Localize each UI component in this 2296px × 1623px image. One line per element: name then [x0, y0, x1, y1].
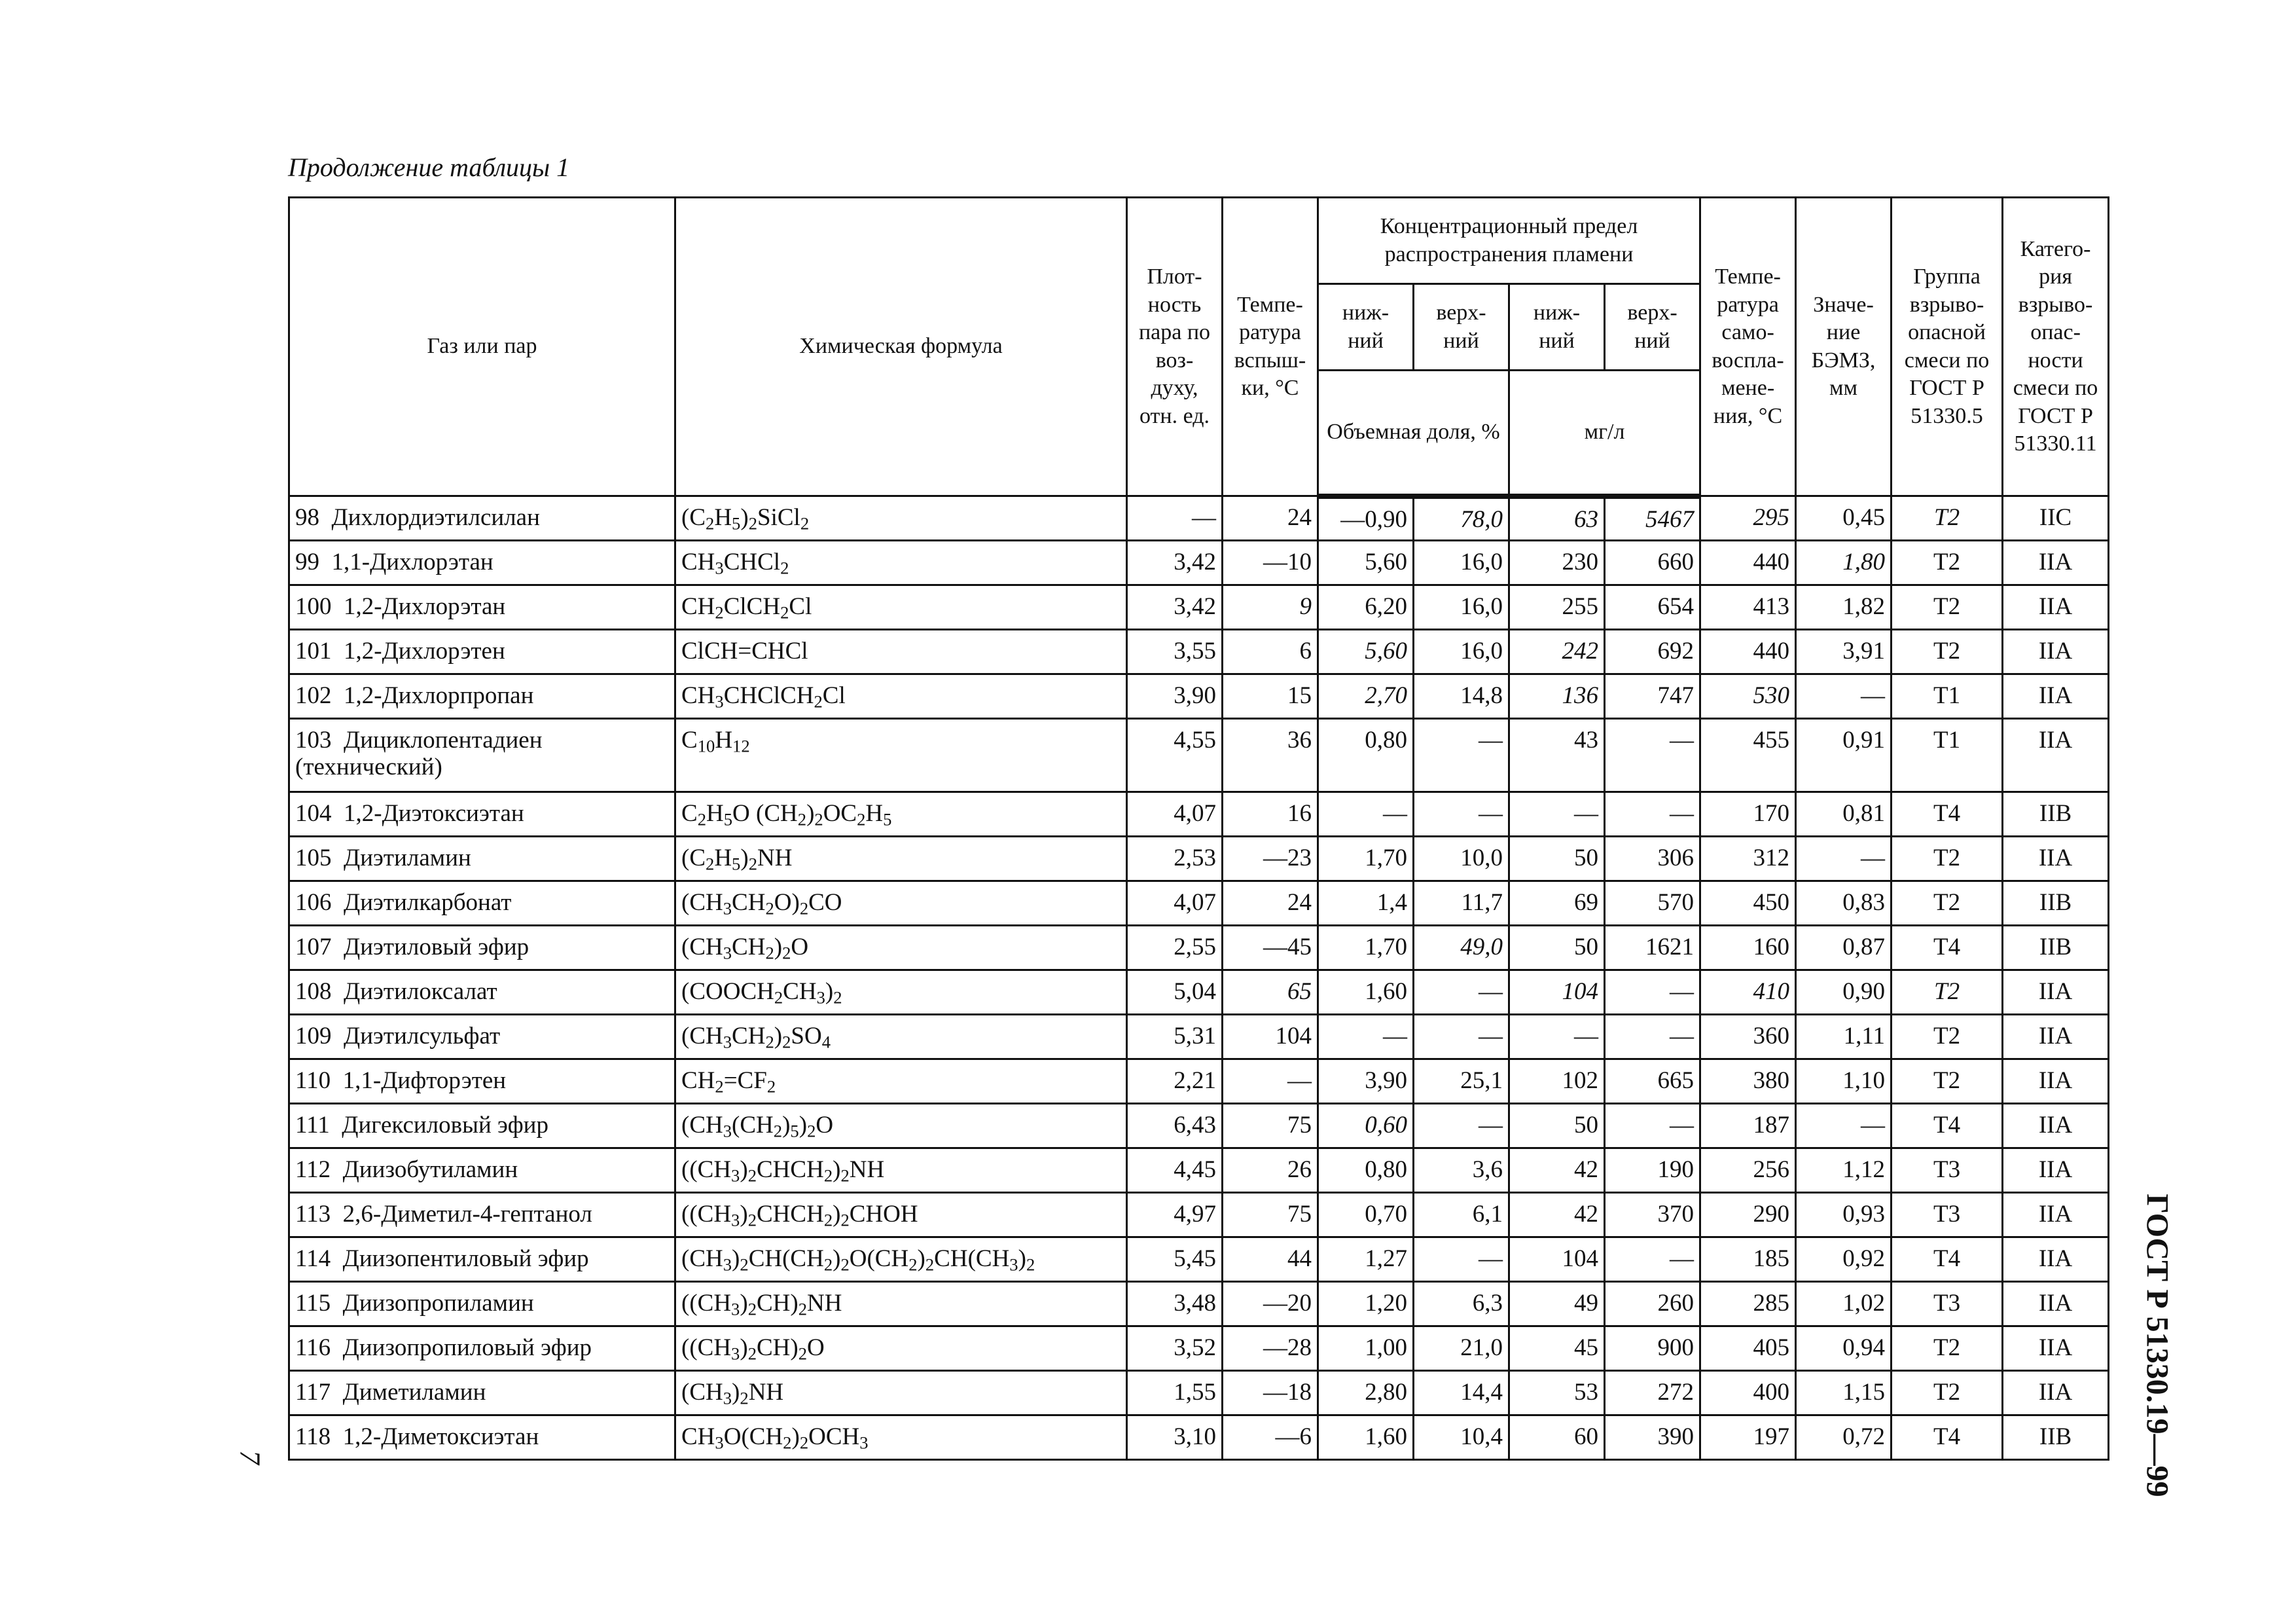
formula-cell: $(CH_3)_2NH$: [675, 1371, 1127, 1415]
gas-name-cell: 118 1,2-Диметоксиэтан: [289, 1415, 675, 1460]
explosion-category-cell: IIC: [2003, 496, 2109, 541]
density-cell: 4,07: [1127, 881, 1223, 926]
table-row: [289, 1237, 2109, 1282]
formula-cell: $CH_3CHCl_2$: [675, 541, 1127, 585]
upper-mass-cell: 260: [1605, 1282, 1700, 1326]
flash-point-cell: 24: [1223, 881, 1318, 926]
upper-mass-cell: —: [1605, 1237, 1700, 1282]
mixture-group-cell: Т1: [1892, 719, 2003, 792]
density-cell: 4,07: [1127, 792, 1223, 837]
upper-volume-cell: 49,0: [1414, 926, 1509, 970]
table-row: [289, 1193, 2109, 1237]
autoignition-cell: 187: [1700, 1104, 1796, 1148]
bemz-cell: 0,81: [1796, 792, 1892, 837]
gas-name-cell: 105 Диэтиламин: [289, 837, 675, 881]
gas-name-cell: 111 Дигексиловый эфир: [289, 1104, 675, 1148]
flash-point-cell: 9: [1223, 585, 1318, 630]
table-caption: Продолжение таблицы 1: [288, 153, 570, 182]
flash-point-cell: 26: [1223, 1148, 1318, 1193]
lower-volume-cell: 0,70: [1318, 1193, 1414, 1237]
formula-cell: $(C_2H_5)_2SiCl_2$: [675, 496, 1127, 541]
lower-volume-cell: 0,60: [1318, 1104, 1414, 1148]
flash-point-cell: 44: [1223, 1237, 1318, 1282]
mixture-group-cell: Т2: [1892, 541, 2003, 585]
gas-name-cell: 106 Диэтилкарбонат: [289, 881, 675, 926]
explosion-category-cell: IIA: [2003, 837, 2109, 881]
lower-mass-cell: 50: [1509, 1104, 1605, 1148]
upper-volume-cell: —: [1414, 970, 1509, 1015]
explosion-category-cell: IIA: [2003, 1371, 2109, 1415]
lower-volume-cell: 1,4: [1318, 881, 1414, 926]
autoignition-cell: 530: [1700, 674, 1796, 719]
lower-mass-cell: 42: [1509, 1148, 1605, 1193]
lower-mass-cell: 43: [1509, 719, 1605, 792]
formula-cell: $(CH_3(CH_2)_5)_2O$: [675, 1104, 1127, 1148]
document-designation-text: ГОСТ Р 51330.19—99: [2140, 1194, 2175, 1497]
bemz-cell: 0,87: [1796, 926, 1892, 970]
formula-cell: $CH_2=CF_2$: [675, 1059, 1127, 1104]
bemz-cell: 0,90: [1796, 970, 1892, 1015]
gas-name-cell: 115 Диизопропиламин: [289, 1282, 675, 1326]
autoignition-cell: 440: [1700, 630, 1796, 674]
lower-mass-cell: 45: [1509, 1326, 1605, 1371]
explosion-category-cell: IIA: [2003, 1015, 2109, 1059]
bemz-cell: 1,02: [1796, 1282, 1892, 1326]
header-upper-mass: верх- ний: [1605, 284, 1700, 371]
header-formula: Химическая формула: [675, 198, 1127, 496]
bemz-cell: 1,11: [1796, 1015, 1892, 1059]
upper-volume-cell: 78,0: [1414, 496, 1509, 541]
upper-volume-cell: —: [1414, 1237, 1509, 1282]
document-designation: [2128, 1182, 2186, 1509]
density-cell: 3,42: [1127, 541, 1223, 585]
upper-mass-cell: —: [1605, 970, 1700, 1015]
gas-name-cell: 116 Диизопропиловый эфир: [289, 1326, 675, 1371]
lower-volume-cell: 0,80: [1318, 1148, 1414, 1193]
lower-mass-cell: —: [1509, 1015, 1605, 1059]
lower-volume-cell: 1,00: [1318, 1326, 1414, 1371]
density-cell: 4,97: [1127, 1193, 1223, 1237]
upper-mass-cell: 306: [1605, 837, 1700, 881]
formula-cell: $C_{10}H_{12}$: [675, 719, 1127, 792]
mixture-group-cell: Т2: [1892, 496, 2003, 541]
gas-name-cell: 101 1,2-Дихлорэтен: [289, 630, 675, 674]
explosion-category-cell: IIA: [2003, 674, 2109, 719]
header-mg-per-l: мг/л: [1509, 371, 1700, 496]
gas-name-cell: 109 Диэтилсульфат: [289, 1015, 675, 1059]
formula-cell: $((CH_3)_2CHCH_2)_2CHOH$: [675, 1193, 1127, 1237]
upper-volume-cell: 16,0: [1414, 630, 1509, 674]
table-row: [289, 496, 2109, 541]
gas-name-cell: 108 Диэтилоксалат: [289, 970, 675, 1015]
table-row: [289, 837, 2109, 881]
formula-cell: $CH_2ClCH_2Cl$: [675, 585, 1127, 630]
formula-cell: $(CH_3)_2CH(CH_2)_2O(CH_2)_2CH(CH_3)_2$: [675, 1237, 1127, 1282]
explosion-category-cell: IIB: [2003, 926, 2109, 970]
gas-name-cell: 102 1,2-Дихлорпропан: [289, 674, 675, 719]
density-cell: 2,55: [1127, 926, 1223, 970]
mixture-group-cell: Т3: [1892, 1282, 2003, 1326]
upper-mass-cell: —: [1605, 1015, 1700, 1059]
mixture-group-cell: Т2: [1892, 585, 2003, 630]
bemz-cell: 1,10: [1796, 1059, 1892, 1104]
autoignition-cell: 455: [1700, 719, 1796, 792]
upper-volume-cell: 10,0: [1414, 837, 1509, 881]
density-cell: 3,52: [1127, 1326, 1223, 1371]
lower-volume-cell: 1,20: [1318, 1282, 1414, 1326]
gas-name-cell: 104 1,2-Диэтоксиэтан: [289, 792, 675, 837]
flash-point-cell: 6: [1223, 630, 1318, 674]
lower-volume-cell: 1,60: [1318, 970, 1414, 1015]
table-row: [289, 926, 2109, 970]
lower-mass-cell: 104: [1509, 970, 1605, 1015]
header-mixture-group: Группа взрыво- опасной смеси по ГОСТ Р 51330.5: [1892, 198, 2003, 496]
flash-point-cell: —10: [1223, 541, 1318, 585]
formula-cell: $(C_2H_5)_2NH$: [675, 837, 1127, 881]
table-row: [289, 1415, 2109, 1460]
upper-mass-cell: 900: [1605, 1326, 1700, 1371]
table-row: [289, 630, 2109, 674]
upper-mass-cell: —: [1605, 719, 1700, 792]
gas-name-cell: 110 1,1-Дифторэтен: [289, 1059, 675, 1104]
autoignition-cell: 295: [1700, 496, 1796, 541]
table-row: [289, 881, 2109, 926]
gas-name-cell: 107 Диэтиловый эфир: [289, 926, 675, 970]
formula-cell: $((CH_3)_2CH)_2O$: [675, 1326, 1127, 1371]
autoignition-cell: 410: [1700, 970, 1796, 1015]
formula-cell: $((CH_3)_2CHCH_2)_2NH$: [675, 1148, 1127, 1193]
gas-name-cell: 114 Диизопентиловый эфир: [289, 1237, 675, 1282]
upper-mass-cell: 390: [1605, 1415, 1700, 1460]
header-explosion-category: Катего- рия взрыво- опас- ности смеси по ГОСТ Р 51330.11: [2003, 198, 2109, 496]
upper-volume-cell: 16,0: [1414, 585, 1509, 630]
header-volume-fraction: Объемная доля, %: [1318, 371, 1509, 496]
mixture-group-cell: Т4: [1892, 926, 2003, 970]
lower-mass-cell: 255: [1509, 585, 1605, 630]
header-autoignition: Темпе- ратура само- воспла- мене- ния, °С: [1700, 198, 1796, 496]
lower-volume-cell: —: [1318, 1015, 1414, 1059]
table-header: [289, 198, 2109, 496]
lower-volume-cell: 3,90: [1318, 1059, 1414, 1104]
lower-mass-cell: —: [1509, 792, 1605, 837]
table-row: [289, 1059, 2109, 1104]
lower-mass-cell: 63: [1509, 496, 1605, 541]
flash-point-cell: —18: [1223, 1371, 1318, 1415]
mixture-group-cell: Т4: [1892, 792, 2003, 837]
explosion-category-cell: IIA: [2003, 585, 2109, 630]
explosion-category-cell: IIA: [2003, 1148, 2109, 1193]
density-cell: 2,21: [1127, 1059, 1223, 1104]
table-row: [289, 1148, 2109, 1193]
bemz-cell: —: [1796, 674, 1892, 719]
flash-point-cell: 16: [1223, 792, 1318, 837]
density-cell: 3,90: [1127, 674, 1223, 719]
lower-volume-cell: 0,80: [1318, 719, 1414, 792]
flash-point-cell: 65: [1223, 970, 1318, 1015]
formula-cell: $((CH_3)_2CH)_2NH$: [675, 1282, 1127, 1326]
upper-volume-cell: 6,1: [1414, 1193, 1509, 1237]
mixture-group-cell: Т2: [1892, 1059, 2003, 1104]
flash-point-cell: —20: [1223, 1282, 1318, 1326]
autoignition-cell: 256: [1700, 1148, 1796, 1193]
mixture-group-cell: Т2: [1892, 1015, 2003, 1059]
mixture-group-cell: Т2: [1892, 970, 2003, 1015]
autoignition-cell: 285: [1700, 1282, 1796, 1326]
autoignition-cell: 413: [1700, 585, 1796, 630]
header-density: Плот- ность пара по воз- духу, отн. ед.: [1127, 198, 1223, 496]
lower-volume-cell: —0,90: [1318, 496, 1414, 541]
upper-mass-cell: —: [1605, 1104, 1700, 1148]
explosion-category-cell: IIB: [2003, 881, 2109, 926]
bemz-cell: —: [1796, 837, 1892, 881]
table-body: [289, 496, 2109, 1460]
explosion-category-cell: IIB: [2003, 792, 2109, 837]
bemz-cell: 3,91: [1796, 630, 1892, 674]
gas-name-cell: 113 2,6-Диметил-4-гептанол: [289, 1193, 675, 1237]
explosion-category-cell: IIA: [2003, 630, 2109, 674]
upper-mass-cell: 692: [1605, 630, 1700, 674]
table-row: [289, 970, 2109, 1015]
bemz-cell: 0,93: [1796, 1193, 1892, 1237]
upper-volume-cell: 21,0: [1414, 1326, 1509, 1371]
table-row: [289, 1104, 2109, 1148]
bemz-cell: 0,94: [1796, 1326, 1892, 1371]
autoignition-cell: 450: [1700, 881, 1796, 926]
lower-volume-cell: 2,70: [1318, 674, 1414, 719]
density-cell: 6,43: [1127, 1104, 1223, 1148]
density-cell: —: [1127, 496, 1223, 541]
lower-mass-cell: 136: [1509, 674, 1605, 719]
explosion-category-cell: IIA: [2003, 1059, 2109, 1104]
upper-mass-cell: 272: [1605, 1371, 1700, 1415]
flash-point-cell: —6: [1223, 1415, 1318, 1460]
gas-name-cell: 100 1,2-Дихлорэтан: [289, 585, 675, 630]
flash-point-cell: —28: [1223, 1326, 1318, 1371]
table-row: [289, 674, 2109, 719]
upper-mass-cell: 370: [1605, 1193, 1700, 1237]
bemz-cell: 1,15: [1796, 1371, 1892, 1415]
header-upper-volume: верх- ний: [1414, 284, 1509, 371]
table-row: [289, 541, 2109, 585]
autoignition-cell: 185: [1700, 1237, 1796, 1282]
density-cell: 3,48: [1127, 1282, 1223, 1326]
flash-point-cell: —45: [1223, 926, 1318, 970]
upper-volume-cell: 3,6: [1414, 1148, 1509, 1193]
upper-mass-cell: 570: [1605, 881, 1700, 926]
bemz-cell: 0,92: [1796, 1237, 1892, 1282]
upper-volume-cell: —: [1414, 1104, 1509, 1148]
header-bemz: Значе- ние БЭМЗ, мм: [1796, 198, 1892, 496]
upper-volume-cell: —: [1414, 792, 1509, 837]
formula-cell: $CH_3CHClCH_2Cl$: [675, 674, 1127, 719]
upper-volume-cell: 10,4: [1414, 1415, 1509, 1460]
upper-mass-cell: 5467: [1605, 496, 1700, 541]
table-row: [289, 1015, 2109, 1059]
table-row: [289, 792, 2109, 837]
autoignition-cell: 290: [1700, 1193, 1796, 1237]
upper-volume-cell: 6,3: [1414, 1282, 1509, 1326]
bemz-cell: 0,45: [1796, 496, 1892, 541]
mixture-group-cell: Т2: [1892, 1326, 2003, 1371]
lower-mass-cell: 42: [1509, 1193, 1605, 1237]
explosion-category-cell: IIA: [2003, 541, 2109, 585]
mixture-group-cell: Т2: [1892, 1371, 2003, 1415]
upper-mass-cell: 190: [1605, 1148, 1700, 1193]
lower-mass-cell: 60: [1509, 1415, 1605, 1460]
formula-cell: $(CH_3CH_2)_2SO_4$: [675, 1015, 1127, 1059]
explosion-category-cell: IIA: [2003, 1193, 2109, 1237]
mixture-group-cell: Т4: [1892, 1415, 2003, 1460]
lower-volume-cell: 5,60: [1318, 541, 1414, 585]
autoignition-cell: 197: [1700, 1415, 1796, 1460]
autoignition-cell: 160: [1700, 926, 1796, 970]
lower-volume-cell: 2,80: [1318, 1371, 1414, 1415]
mixture-group-cell: Т2: [1892, 837, 2003, 881]
upper-volume-cell: 25,1: [1414, 1059, 1509, 1104]
mixture-group-cell: Т4: [1892, 1237, 2003, 1282]
table-row: [289, 1326, 2109, 1371]
lower-volume-cell: 1,60: [1318, 1415, 1414, 1460]
header-flammability-limits: Концентрационный предел распространения пламени: [1318, 198, 1700, 284]
header-gas: Газ или пар: [289, 198, 675, 496]
table-row: [289, 1371, 2109, 1415]
gas-name-cell: 117 Диметиламин: [289, 1371, 675, 1415]
explosion-category-cell: IIA: [2003, 1326, 2109, 1371]
lower-volume-cell: —: [1318, 792, 1414, 837]
mixture-group-cell: Т1: [1892, 674, 2003, 719]
lower-volume-cell: 6,20: [1318, 585, 1414, 630]
upper-volume-cell: —: [1414, 1015, 1509, 1059]
formula-cell: $(CH_3CH_2)_2O$: [675, 926, 1127, 970]
table-row: [289, 719, 2109, 792]
upper-mass-cell: 660: [1605, 541, 1700, 585]
explosion-category-cell: IIA: [2003, 1237, 2109, 1282]
mixture-group-cell: Т4: [1892, 1104, 2003, 1148]
gas-name-cell: 103 Дициклопентадиен (технический): [289, 719, 675, 792]
upper-mass-cell: 747: [1605, 674, 1700, 719]
explosion-category-cell: IIB: [2003, 1415, 2109, 1460]
lower-volume-cell: 1,70: [1318, 926, 1414, 970]
formula-cell: $(COOCH_2CH_3)_2$: [675, 970, 1127, 1015]
autoignition-cell: 380: [1700, 1059, 1796, 1104]
header-lower-volume: ниж- ний: [1318, 284, 1414, 371]
density-cell: 3,10: [1127, 1415, 1223, 1460]
flash-point-cell: 104: [1223, 1015, 1318, 1059]
explosion-category-cell: IIA: [2003, 970, 2109, 1015]
density-cell: 4,55: [1127, 719, 1223, 792]
autoignition-cell: 400: [1700, 1371, 1796, 1415]
flash-point-cell: —23: [1223, 837, 1318, 881]
autoignition-cell: 360: [1700, 1015, 1796, 1059]
density-cell: 5,04: [1127, 970, 1223, 1015]
upper-mass-cell: 665: [1605, 1059, 1700, 1104]
density-cell: 5,45: [1127, 1237, 1223, 1282]
upper-mass-cell: 654: [1605, 585, 1700, 630]
explosion-category-cell: IIA: [2003, 1104, 2109, 1148]
lower-mass-cell: 102: [1509, 1059, 1605, 1104]
gas-properties-table: [288, 196, 2109, 1461]
lower-volume-cell: 1,70: [1318, 837, 1414, 881]
density-cell: 5,31: [1127, 1015, 1223, 1059]
upper-volume-cell: 14,8: [1414, 674, 1509, 719]
lower-mass-cell: 50: [1509, 837, 1605, 881]
bemz-cell: 0,72: [1796, 1415, 1892, 1460]
bemz-cell: —: [1796, 1104, 1892, 1148]
formula-cell: $(CH_3CH_2O)_2CO$: [675, 881, 1127, 926]
bemz-cell: 1,80: [1796, 541, 1892, 585]
flash-point-cell: 36: [1223, 719, 1318, 792]
density-cell: 3,55: [1127, 630, 1223, 674]
upper-volume-cell: 14,4: [1414, 1371, 1509, 1415]
page-number: [230, 1438, 270, 1477]
density-cell: 1,55: [1127, 1371, 1223, 1415]
header-lower-mass: ниж- ний: [1509, 284, 1605, 371]
lower-volume-cell: 1,27: [1318, 1237, 1414, 1282]
flash-point-cell: —: [1223, 1059, 1318, 1104]
lower-mass-cell: 230: [1509, 541, 1605, 585]
lower-mass-cell: 50: [1509, 926, 1605, 970]
autoignition-cell: 170: [1700, 792, 1796, 837]
formula-cell: $C_2H_5O$ $(CH_2)_2OC_2H_5$: [675, 792, 1127, 837]
upper-mass-cell: —: [1605, 792, 1700, 837]
upper-volume-cell: 11,7: [1414, 881, 1509, 926]
table-row: [289, 1282, 2109, 1326]
header-flash-point: Темпе- ратура вспыш- ки, °С: [1223, 198, 1318, 496]
bemz-cell: 1,12: [1796, 1148, 1892, 1193]
density-cell: 3,42: [1127, 585, 1223, 630]
upper-volume-cell: 16,0: [1414, 541, 1509, 585]
explosion-category-cell: IIA: [2003, 719, 2109, 792]
gas-name-cell: 112 Диизобутиламин: [289, 1148, 675, 1193]
mixture-group-cell: Т3: [1892, 1148, 2003, 1193]
lower-mass-cell: 104: [1509, 1237, 1605, 1282]
density-cell: 2,53: [1127, 837, 1223, 881]
mixture-group-cell: Т2: [1892, 630, 2003, 674]
autoignition-cell: 405: [1700, 1326, 1796, 1371]
bemz-cell: 1,82: [1796, 585, 1892, 630]
mixture-group-cell: Т3: [1892, 1193, 2003, 1237]
page-number-text: 7: [234, 1450, 266, 1465]
flash-point-cell: 15: [1223, 674, 1318, 719]
flash-point-cell: 24: [1223, 496, 1318, 541]
explosion-category-cell: IIA: [2003, 1282, 2109, 1326]
bemz-cell: 0,83: [1796, 881, 1892, 926]
lower-mass-cell: 49: [1509, 1282, 1605, 1326]
mixture-group-cell: Т2: [1892, 881, 2003, 926]
autoignition-cell: 440: [1700, 541, 1796, 585]
density-cell: 4,45: [1127, 1148, 1223, 1193]
lower-volume-cell: 5,60: [1318, 630, 1414, 674]
upper-mass-cell: 1621: [1605, 926, 1700, 970]
flash-point-cell: 75: [1223, 1104, 1318, 1148]
gas-name-cell: 98 Дихлордиэтилсилан: [289, 496, 675, 541]
lower-mass-cell: 69: [1509, 881, 1605, 926]
formula-cell: ClCH=CHCl: [675, 630, 1127, 674]
formula-cell: $CH_3O(CH_2)_2OCH_3$: [675, 1415, 1127, 1460]
autoignition-cell: 312: [1700, 837, 1796, 881]
bemz-cell: 0,91: [1796, 719, 1892, 792]
lower-mass-cell: 242: [1509, 630, 1605, 674]
lower-mass-cell: 53: [1509, 1371, 1605, 1415]
upper-volume-cell: —: [1414, 719, 1509, 792]
table-row: [289, 585, 2109, 630]
flash-point-cell: 75: [1223, 1193, 1318, 1237]
gas-name-cell: 99 1,1-Дихлорэтан: [289, 541, 675, 585]
